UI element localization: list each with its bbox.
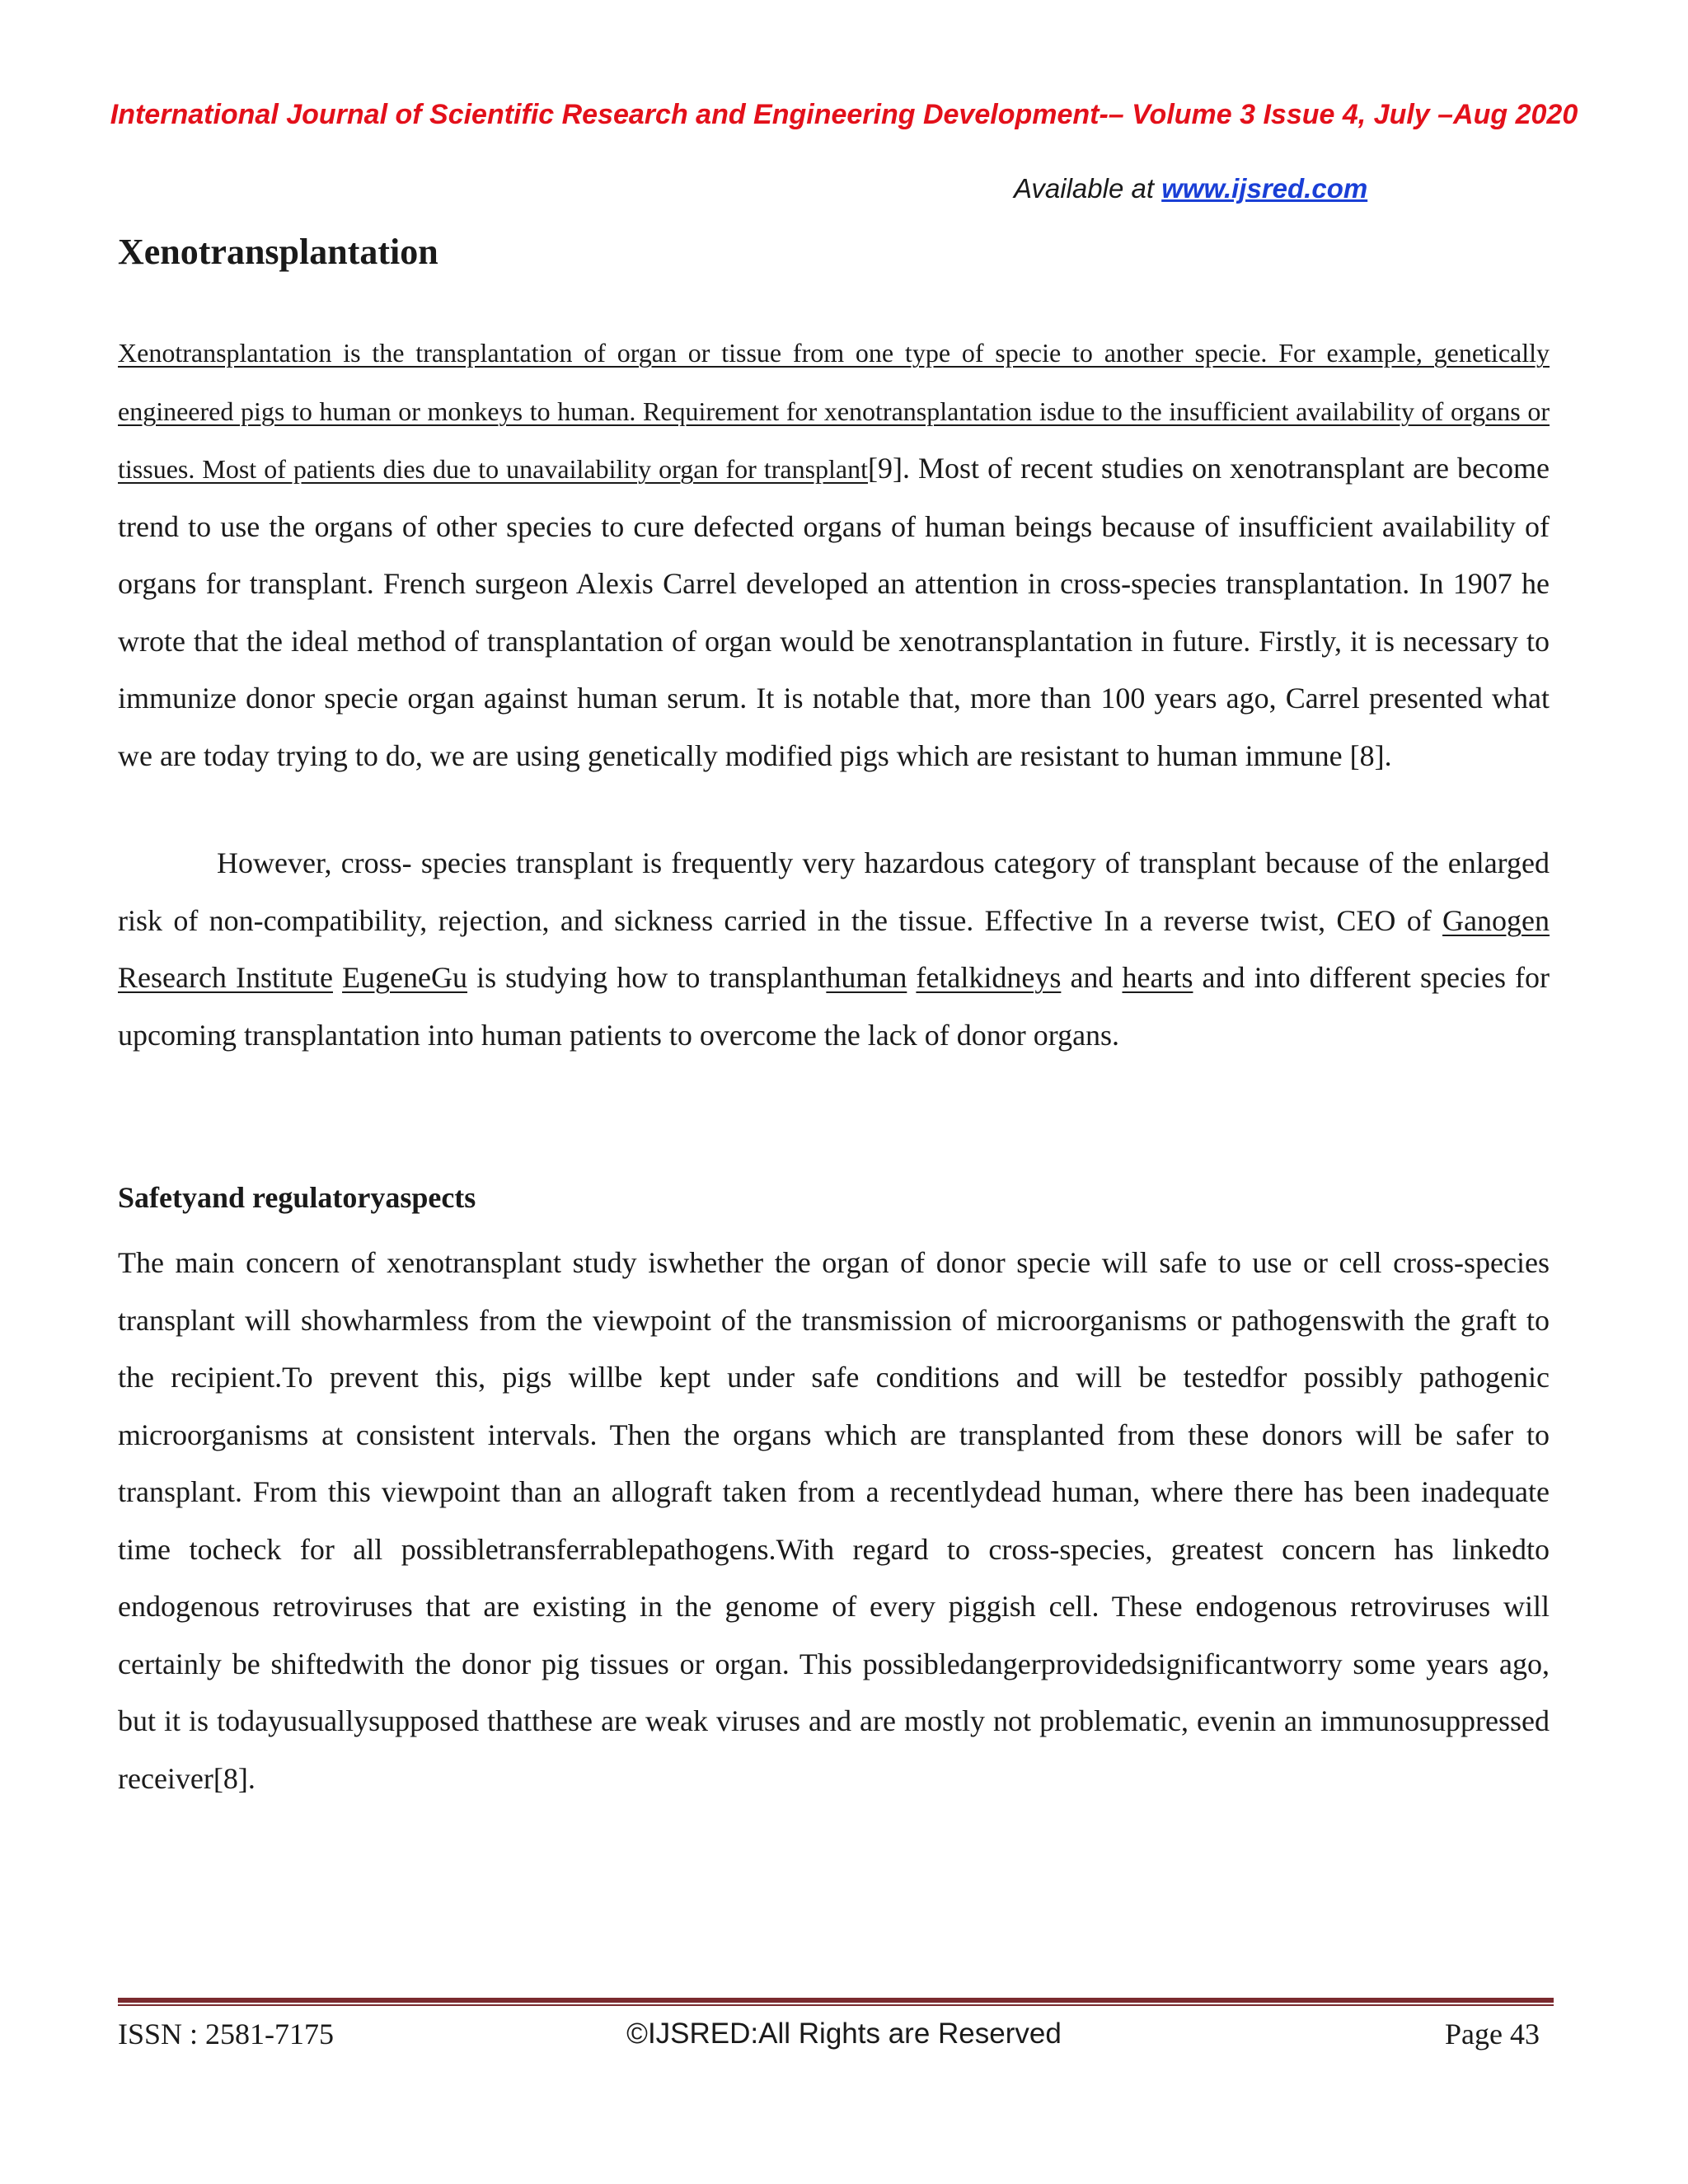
link-hearts[interactable]: hearts [1122, 961, 1193, 994]
footer-divider [118, 1998, 1554, 2006]
text-run [907, 961, 916, 994]
paragraph-intro [118, 324, 1550, 785]
footer-issn: ISSN : 2581-7175 [118, 2018, 335, 2050]
journal-header: International Journal of Scientific Research and Engineering Development-– Volume 3 Issue 4, July –Aug 2020 [110, 99, 1578, 130]
link-fetal-kidneys[interactable]: fetalkidneys [916, 961, 1062, 994]
subsection-heading: Safetyand regulatoryaspects [118, 1181, 476, 1214]
text-run: and into different species for upcoming transplantation into human patients to overcome the lack of donor organs. [118, 961, 1550, 1052]
footer-copyright: ©IJSRED:All Rights are Reserved [626, 2018, 1062, 2050]
link-ganogen-institute[interactable]: Ganogen Research Institute [118, 903, 1550, 994]
section-title: Xenotransplantation [118, 232, 438, 272]
available-at-label: Available at [1014, 173, 1162, 204]
availability-line [1014, 173, 1367, 204]
text-run [333, 961, 342, 994]
page-number: Page 43 [1445, 2018, 1540, 2050]
paragraph-intro-rest: [9]. Most of recent studies on xenotransplant are become trend to use the organs of other species to cure defected organs of human beings because of insufficient availability of organs for transplant. French surgeon Alexis Carrel developed an attention in cross-species transplantation. In 1907 he wrote that the ideal method of transplantation of organ would be xenotransplantation in future. Firstly, it is necessary to immunize donor specie organ against human serum. It is notable that, more than 100 years ago, Carrel presented what we are today trying to do, we are using genetically modified pigs which are resistant to human immune [8]. [118, 452, 1550, 772]
text-run: and [1061, 961, 1123, 994]
text-run: is studying how to transplant [467, 961, 827, 994]
link-human[interactable]: human [826, 961, 907, 994]
website-link[interactable]: www.ijsred.com [1161, 173, 1368, 204]
underlined-definition: Xenotransplantation is the transplantation of organ or tissue from one type of specie to another specie. For example, genetically engineered pigs to human or monkeys to human. Requirement for xenotransplantation isdue to the insufficient availability of organs or tissues. Most of patients dies due to unavailability organ for transplant [118, 338, 1550, 484]
link-eugene-gu[interactable]: EugeneGu [342, 961, 468, 994]
paragraph-safety: The main concern of xenotransplant study iswhether the organ of donor specie will safe to use or cell cross-species transplant will showharmless from the viewpoint of the transmission of microorganisms or pathogenswith the graft to the recipient.To prevent this, pigs willbe kept under safe conditions and will be testedfor possibly pathogenic microorganisms at consistent intervals. Then the organs which are transplanted from these donors will be safer to transplant. From this viewpoint than an allograft taken from a recentlydead human, where there has been inadequate time tocheck for all possibletransferrablepathogens.With regard to cross-species, greatest concern has linkedto endogenous retroviruses that are existing in the genome of every piggish cell. These endogenous retroviruses will certainly be shiftedwith the donor pig tissues or organ. This possibledangerprovidedsignificantworry some years ago, but it is todayusuallysupposed thatthese are weak viruses and are mostly not problematic, evenin an immunosuppressed receiver[8]. [118, 1246, 1550, 1795]
text-run: However, cross- species transplant is frequently very hazardous category of transplant because of the enlarged risk of non-compatibility, rejection, and sickness carried in the tissue. Effective In a reverse twist, CEO of [118, 846, 1550, 937]
paragraph-hazards [118, 835, 1550, 1064]
